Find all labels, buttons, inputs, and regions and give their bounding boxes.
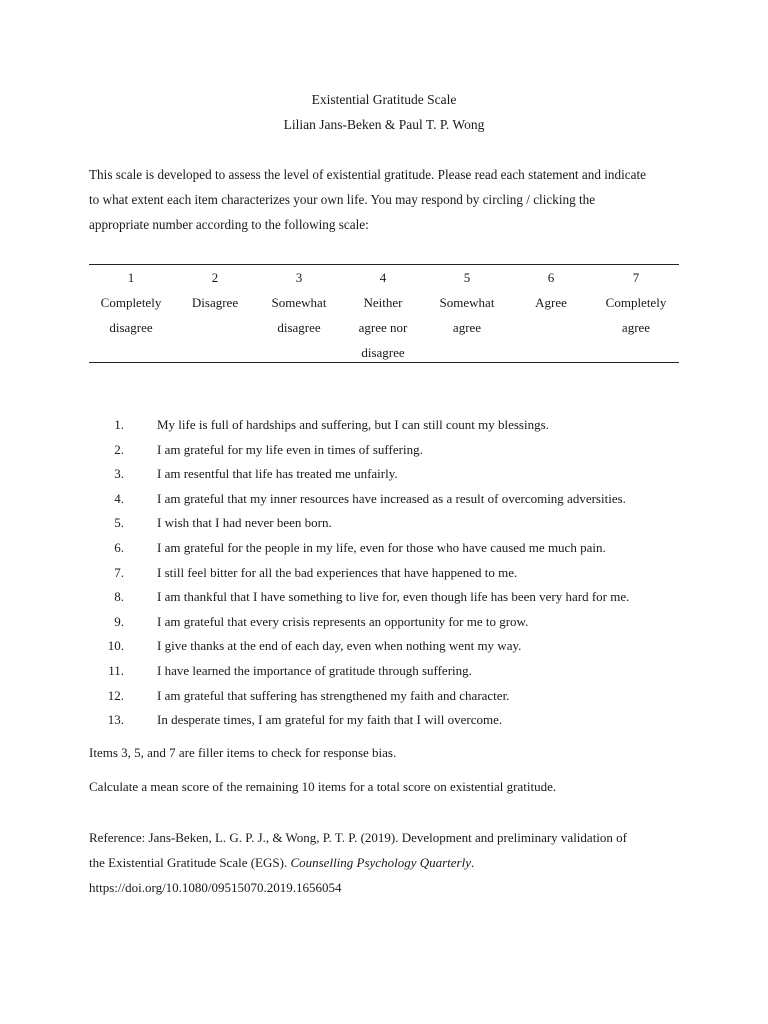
list-item — [100, 610, 720, 635]
item-number: 10. — [107, 638, 124, 654]
scale-label: Completely — [100, 295, 162, 310]
intro-line: This scale is developed to assess the level of existential gratitude. Please read each statement and indicate — [89, 167, 646, 182]
scale-option-2[interactable] — [173, 265, 257, 315]
scale-option-3[interactable] — [257, 265, 341, 340]
list-item — [100, 487, 720, 512]
list-item — [100, 438, 720, 463]
reference-line: Reference: Jans-Beken, L. G. P. J., & Wong, P. T. P. (2019). Development and preliminary validation of — [89, 830, 627, 845]
scale-label: agree — [621, 320, 651, 335]
list-item — [100, 413, 720, 438]
scale-option-4[interactable] — [341, 265, 425, 365]
item-text: My life is full of hardships and suffering, but I can still count my blessings. — [157, 417, 549, 432]
item-list — [100, 413, 720, 733]
scale-label: Somewhat — [271, 295, 327, 310]
item-text: I still feel bitter for all the bad experiences that have happened to me. — [157, 564, 518, 580]
item-number: 5. — [114, 515, 124, 531]
scale-number: 2 — [211, 270, 219, 285]
filler-items-note: Items 3, 5, and 7 are filler items to check for response bias. — [89, 745, 397, 760]
item-text: I have learned the importance of gratitude through suffering. — [157, 662, 472, 678]
scale-option-1[interactable] — [89, 265, 173, 340]
list-item — [100, 511, 720, 536]
item-text: I am grateful that every crisis represents an opportunity for me to grow. — [157, 613, 529, 629]
scale-label: disagree — [277, 320, 321, 335]
reference-text: the Existential Gratitude Scale (EGS). — [89, 855, 291, 870]
item-text: In desperate times, I am grateful for my faith that I will overcome. — [157, 712, 503, 728]
item-number: 9. — [114, 613, 124, 629]
item-text: I am thankful that I have something to live for, even though life has been very hard for me. — [157, 589, 630, 605]
scale-number: 1 — [127, 270, 135, 285]
list-item — [100, 585, 720, 610]
scale-label: agree nor — [358, 320, 408, 335]
scale-authors: Lilian Jans-Beken & Paul T. P. Wong — [283, 117, 485, 132]
item-number: 13. — [107, 712, 124, 728]
item-text: I am grateful for the people in my life, even for those who have caused me much pain. — [157, 539, 606, 555]
scale-label: Neither — [363, 295, 403, 310]
scale-label: Completely — [605, 295, 667, 310]
list-item — [100, 536, 720, 561]
item-number: 8. — [114, 589, 124, 605]
item-text: I am resentful that life has treated me unfairly. — [157, 466, 398, 482]
scale-number: 7 — [632, 270, 640, 285]
item-number: 1. — [114, 417, 124, 432]
scoring-note: Calculate a mean score of the remaining 10 items for a total score on existential gratitude. — [89, 779, 557, 794]
intro-line: to what extent each item characterizes your own life. You may respond by circling / clicking the — [89, 192, 596, 207]
item-number: 2. — [114, 441, 124, 457]
response-scale-table — [89, 264, 679, 363]
doi-link[interactable]: https://doi.org/10.1080/09515070.2019.1656054 — [89, 880, 342, 895]
item-number: 6. — [114, 539, 124, 555]
item-text: I am grateful for my life even in times of suffering. — [157, 441, 423, 457]
item-text: I am grateful that suffering has strengthened my faith and character. — [157, 687, 510, 703]
list-item — [100, 634, 720, 659]
scale-label: agree — [452, 320, 482, 335]
list-item — [100, 708, 720, 733]
scale-option-7[interactable] — [593, 265, 679, 340]
scale-label: Disagree — [191, 295, 239, 310]
list-item — [100, 561, 720, 586]
list-item — [100, 684, 720, 709]
scale-label: Agree — [535, 295, 567, 310]
item-number: 11. — [108, 662, 124, 678]
intro-paragraph — [89, 162, 689, 237]
scale-option-6[interactable] — [509, 265, 593, 315]
list-item — [100, 462, 720, 487]
scale-number: 3 — [295, 270, 303, 285]
item-text: I give thanks at the end of each day, even when nothing went my way. — [157, 638, 522, 654]
intro-line: appropriate number according to the following scale: — [89, 217, 369, 232]
list-item — [100, 659, 720, 684]
item-number: 3. — [114, 466, 124, 482]
scale-option-5[interactable] — [425, 265, 509, 340]
reference-text: . — [470, 855, 475, 870]
scale-label: disagree — [109, 320, 153, 335]
journal-title: Counselling Psychology Quarterly — [290, 855, 471, 870]
item-text: I wish that I had never been born. — [157, 515, 332, 531]
item-text: I am grateful that my inner resources have increased as a result of overcoming adversities. — [157, 490, 626, 506]
scale-number: 6 — [547, 270, 555, 285]
scale-label: Somewhat — [439, 295, 495, 310]
item-number: 7. — [114, 564, 124, 580]
reference-citation — [89, 825, 689, 900]
item-number: 12. — [107, 687, 124, 703]
scale-title: Existential Gratitude Scale — [311, 92, 457, 107]
scale-label: disagree — [361, 345, 405, 360]
reference-line — [89, 850, 689, 875]
scale-number: 5 — [463, 270, 471, 285]
scale-number: 4 — [379, 270, 387, 285]
item-number: 4. — [114, 490, 124, 506]
